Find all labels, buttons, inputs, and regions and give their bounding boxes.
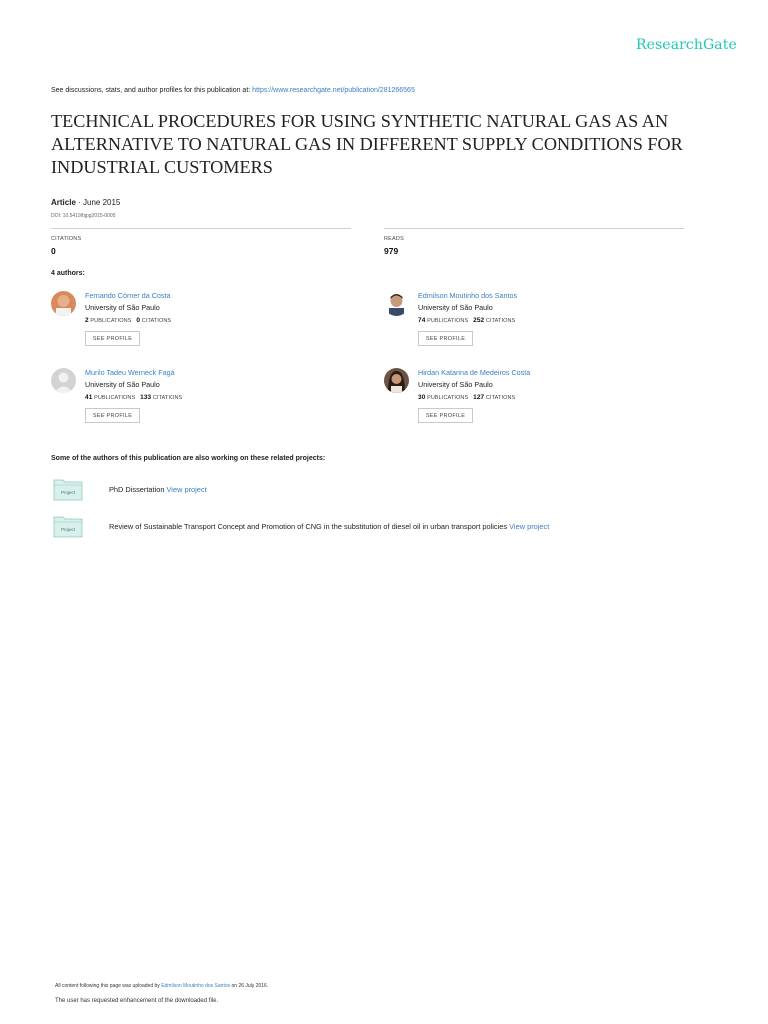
citations-label: CITATIONS — [141, 318, 172, 324]
uploader-link[interactable]: Edmilson Moutinho dos Santos — [161, 983, 231, 989]
author-name-link[interactable]: Hirdan Katarina de Medeiros Costa — [418, 368, 531, 377]
citations-label: CITATIONS — [152, 395, 183, 401]
citations-count: 0 — [136, 317, 141, 324]
publications-count: 41 — [85, 394, 93, 401]
publications-label: PUBLICATIONS — [94, 395, 136, 401]
publication-url-link[interactable]: https://www.researchgate.net/publication/281266565 — [252, 87, 415, 94]
author-name-link[interactable]: Fernando Córner da Costa — [85, 291, 171, 300]
see-profile-button[interactable]: SEE PROFILE — [85, 331, 140, 346]
author-name-link[interactable]: Edmilson Moutinho dos Santos — [418, 291, 518, 300]
author-institution: University of São Paulo — [85, 303, 160, 312]
reads-value: 979 — [384, 246, 399, 256]
see-profile-button[interactable]: SEE PROFILE — [418, 331, 473, 346]
related-projects-heading: Some of the authors of this publication are also working on these related projects: — [51, 455, 326, 462]
discussion-prefix: See discussions, stats, and author profiles for this publication at: — [51, 87, 253, 94]
project-item — [51, 516, 711, 538]
author-stats — [85, 317, 171, 324]
author-institution: University of São Paulo — [418, 380, 493, 389]
citations-label: CITATIONS — [51, 236, 82, 242]
upload-note — [55, 983, 268, 989]
default-avatar-icon[interactable] — [51, 368, 76, 393]
author-stats — [418, 317, 515, 324]
project-title: Review of Sustainable Transport Concept and Promotion of CNG in the substitution of diesel oil in urban transport policies — [109, 522, 510, 531]
author-institution: University of São Paulo — [418, 303, 493, 312]
view-project-link[interactable]: View project — [509, 522, 550, 531]
article-date: · June 2015 — [75, 198, 121, 207]
citations-label: CITATIONS — [485, 395, 516, 401]
publications-count: 74 — [418, 317, 426, 324]
view-project-link[interactable]: View project — [166, 485, 207, 494]
citations-value: 0 — [51, 246, 56, 256]
reads-label: READS — [384, 236, 404, 242]
publications-label: PUBLICATIONS — [90, 318, 132, 324]
project-text — [109, 485, 207, 494]
publications-label: PUBLICATIONS — [427, 318, 469, 324]
citations-count: 252 — [473, 317, 485, 324]
upload-suffix: on 26 July 2016. — [230, 983, 269, 989]
author-institution: University of São Paulo — [85, 380, 160, 389]
doi: DOI: 10.5419/bjpg2015-0005 — [51, 213, 116, 219]
researchgate-logo[interactable]: ResearchGate — [636, 37, 737, 53]
publications-label: PUBLICATIONS — [427, 395, 469, 401]
author-name-link[interactable]: Murilo Tadeu Werneck Fagá — [85, 368, 175, 377]
authors-heading: 4 authors: — [51, 270, 85, 277]
article-type: Article — [51, 198, 76, 207]
publications-count: 30 — [418, 394, 426, 401]
upload-prefix: All content following this page was uploaded by — [55, 983, 162, 989]
avatar[interactable] — [51, 291, 76, 316]
enhancement-note: The user has requested enhancement of the downloaded file. — [55, 998, 219, 1004]
see-profile-button[interactable]: SEE PROFILE — [418, 408, 473, 423]
article-meta — [51, 198, 120, 207]
project-folder-icon — [53, 516, 83, 538]
discussion-line — [51, 87, 415, 94]
citations-divider — [51, 228, 351, 229]
author-stats — [85, 394, 182, 401]
project-item — [51, 479, 711, 501]
project-folder-icon — [53, 479, 83, 501]
publications-count: 2 — [85, 317, 89, 324]
avatar[interactable] — [384, 368, 409, 393]
publication-title: TECHNICAL PROCEDURES FOR USING SYNTHETIC NATURAL GAS AS AN ALTERNATIVE TO NATURAL GAS IN DIFFERENT SUPPLY CONDITIONS FOR INDUSTRIAL CUSTOMERS — [51, 111, 683, 177]
citations-label: CITATIONS — [485, 318, 516, 324]
citations-count: 133 — [140, 394, 152, 401]
avatar[interactable] — [384, 291, 409, 316]
reads-divider — [384, 228, 684, 229]
project-icon-label: Project — [60, 527, 76, 532]
citations-count: 127 — [473, 394, 485, 401]
project-text — [109, 522, 549, 531]
author-stats — [418, 394, 515, 401]
project-title: PhD Dissertation — [109, 485, 167, 494]
project-icon-label: Project — [60, 490, 76, 495]
see-profile-button[interactable]: SEE PROFILE — [85, 408, 140, 423]
